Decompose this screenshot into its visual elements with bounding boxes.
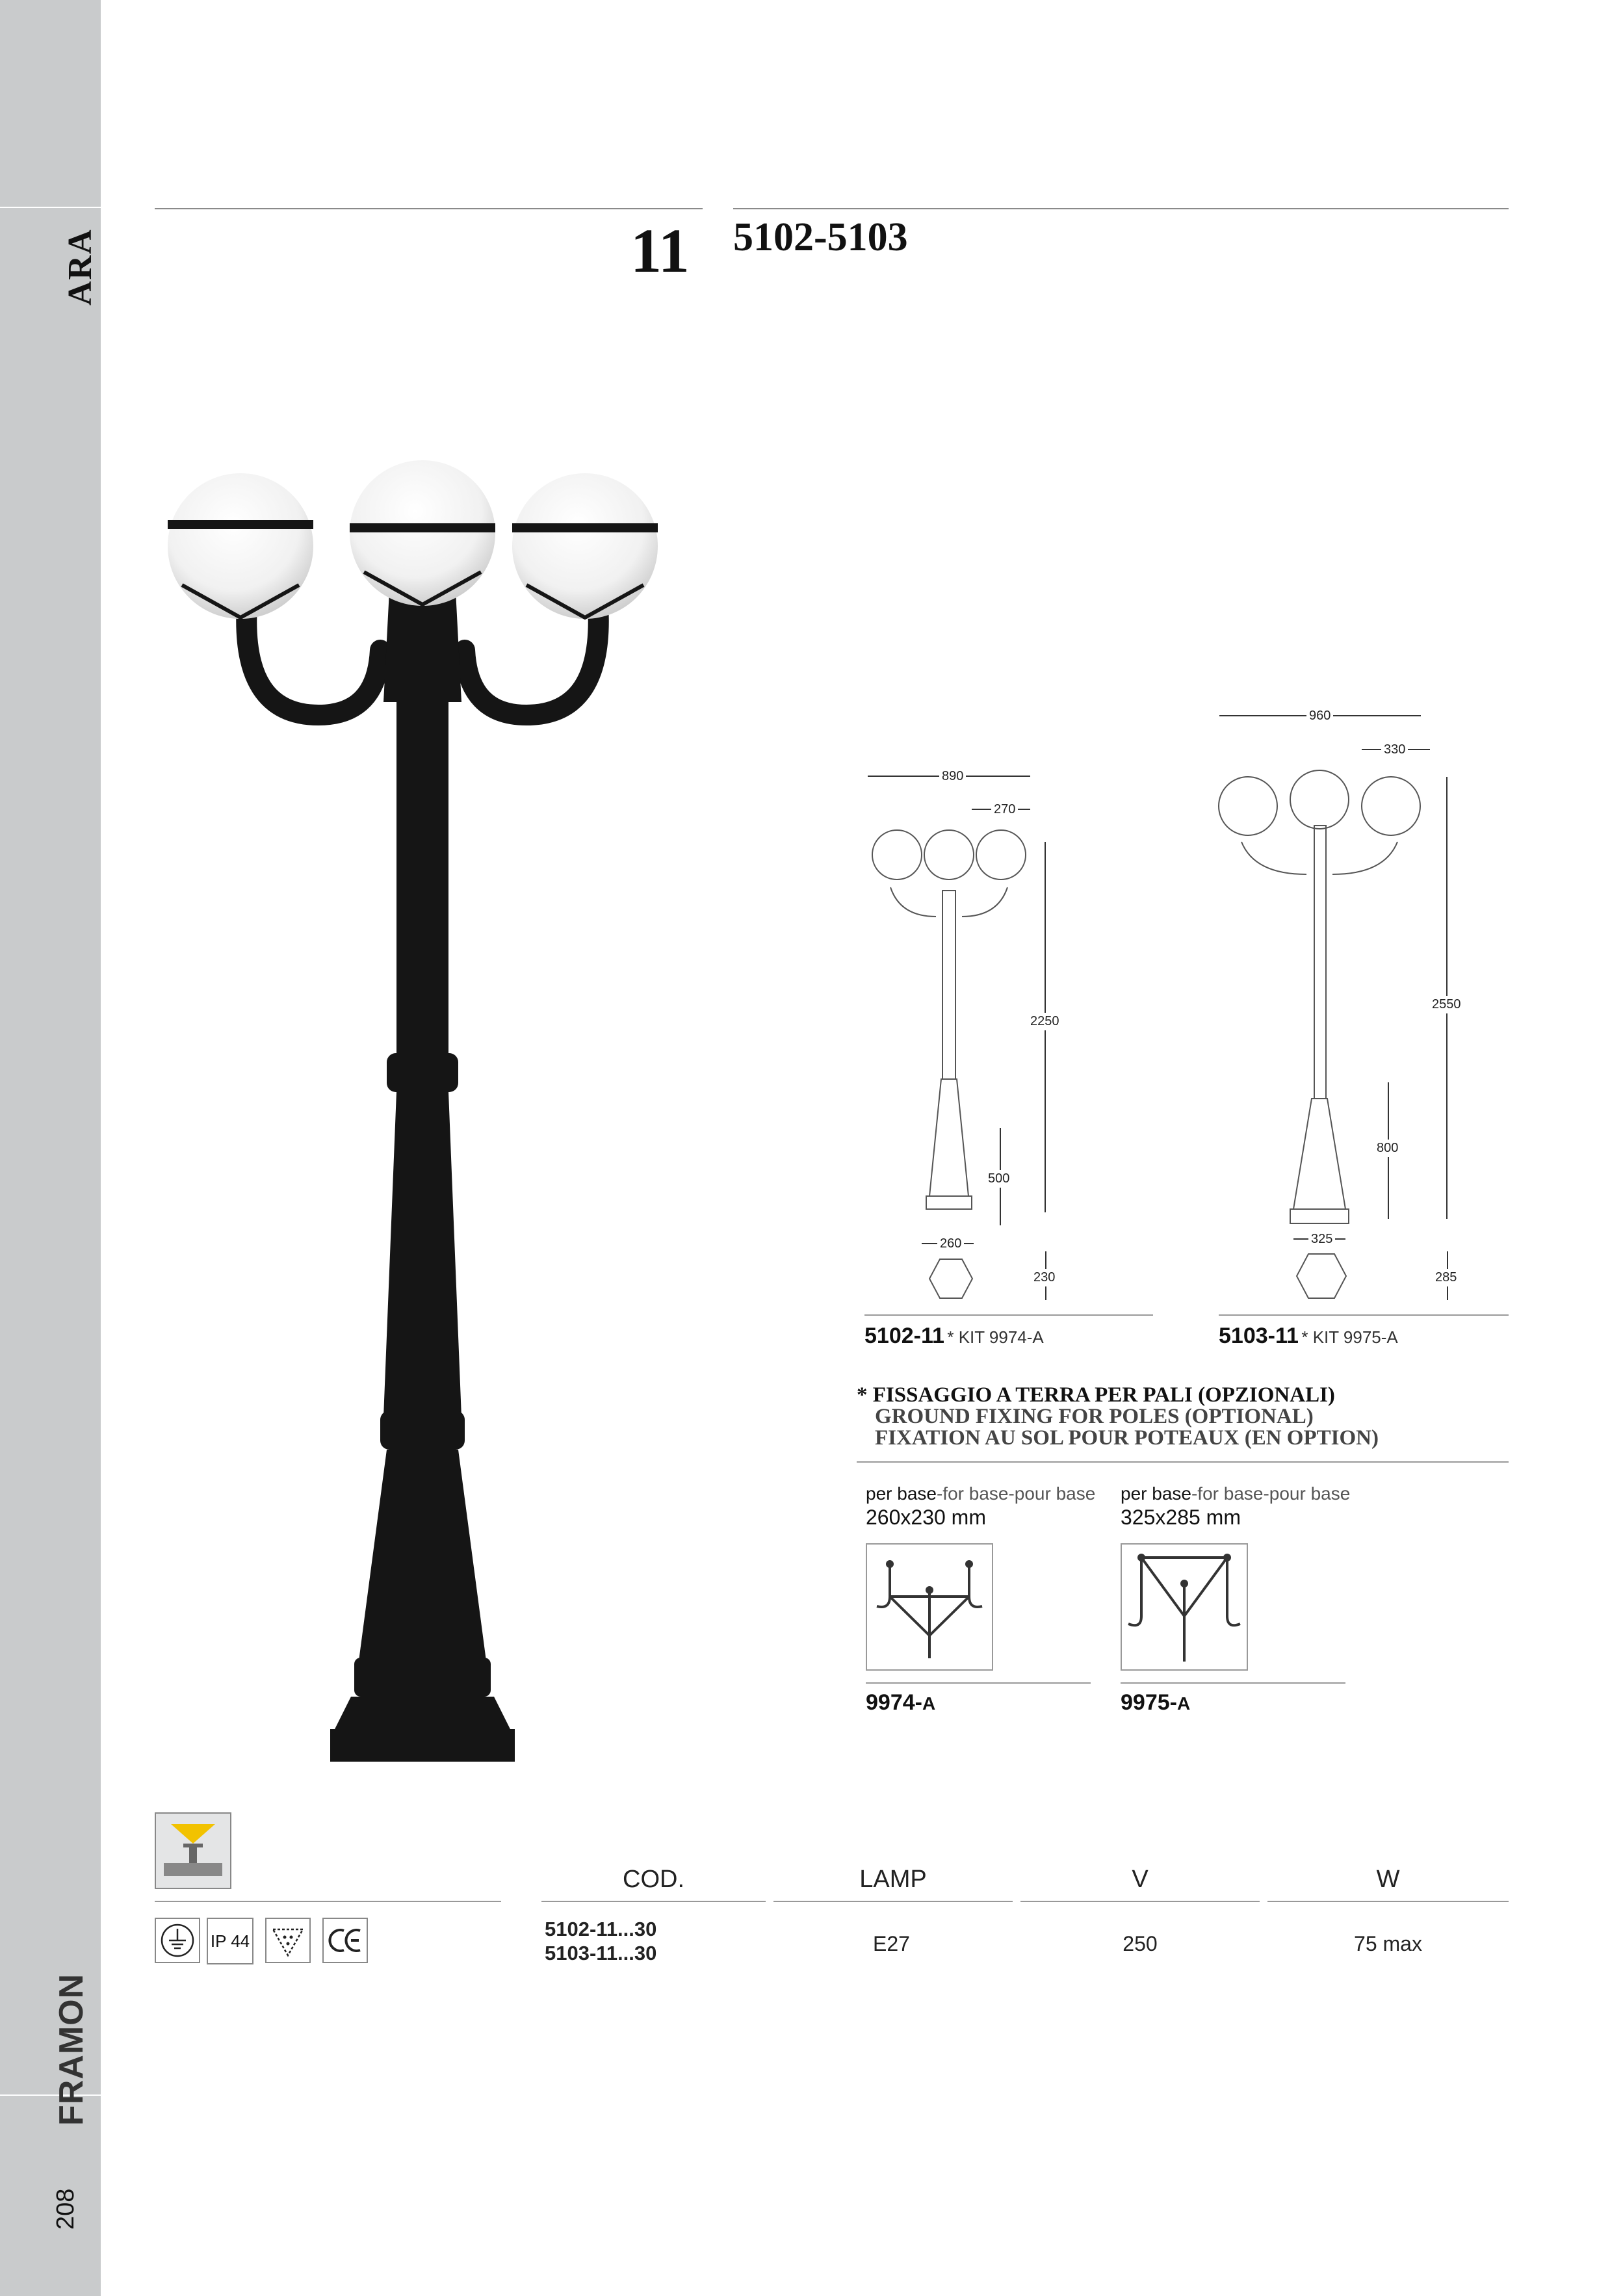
- ip-rating-badge: IP 44: [207, 1918, 253, 1964]
- table-volt-value: 250: [1123, 1932, 1158, 1955]
- fixing-title-fr: FIXATION AU SOL POUR POTEAUX (EN OPTION): [875, 1426, 1379, 1450]
- sidebar-divider-top: [0, 207, 101, 208]
- table-code-5103: 5103-11...30: [545, 1942, 657, 1964]
- dim-2550: 2550: [1432, 996, 1461, 1013]
- table-code-5102: 5102-11...30: [545, 1918, 657, 1940]
- base-hexagon-5102: [928, 1258, 974, 1299]
- dim-2250: 2250: [1030, 1013, 1059, 1030]
- kit-image-9975: [1121, 1543, 1248, 1671]
- dim-500: 500: [988, 1170, 1009, 1188]
- kit-label-9975: [1121, 1483, 1350, 1504]
- table-header-w: W: [1376, 1866, 1400, 1893]
- kit-label-sub-9974: -for base-pour base: [936, 1483, 1096, 1504]
- kit-code-suffix-9974: A: [922, 1693, 936, 1714]
- base-hexagon-5103: [1295, 1253, 1347, 1299]
- table-rule-v: [1020, 1901, 1260, 1902]
- kit-code-suffix-9975: A: [1176, 1693, 1191, 1714]
- table-header-v: V: [1132, 1866, 1149, 1893]
- icons-rule: [155, 1901, 501, 1902]
- fixing-rule: [857, 1461, 1509, 1463]
- header-rule-right: [733, 208, 1509, 209]
- lamp-post-photo: [156, 442, 689, 1775]
- kit-code-main-9975: 9975-: [1121, 1690, 1177, 1715]
- dim-285: 285: [1435, 1269, 1457, 1286]
- dim-260: 260: [937, 1236, 964, 1251]
- dim-270: 270: [991, 802, 1018, 817]
- kit-label-sub-9975: -for base-pour base: [1191, 1483, 1351, 1504]
- dim-230: 230: [1033, 1269, 1055, 1286]
- dim-890: 890: [939, 769, 966, 784]
- ce-mark-icon: [322, 1918, 368, 1963]
- brand-logo: FRAMON: [53, 1973, 90, 2126]
- caption-5102: [864, 1324, 1044, 1349]
- dim-325: 325: [1308, 1232, 1335, 1247]
- table-watt-value: 75 max: [1354, 1932, 1422, 1955]
- table-header-cod: COD.: [623, 1866, 684, 1893]
- kit-code-9975: [1121, 1690, 1190, 1715]
- technical-drawing-5103: [1215, 761, 1423, 1229]
- kit-size-9975: 325x285 mm: [1121, 1506, 1241, 1529]
- caption-rule-5102: [864, 1314, 1153, 1316]
- table-lamp-value: E27: [873, 1932, 910, 1955]
- product-code-5103: 5103-11: [1219, 1324, 1299, 1348]
- fixing-title-it: * FISSAGGIO A TERRA PER PALI (OPZIONALI): [857, 1383, 1335, 1407]
- table-rule-w: [1267, 1901, 1509, 1902]
- dim-960: 960: [1306, 709, 1333, 724]
- section-number: 11: [630, 216, 690, 285]
- earth-class-icon: [155, 1918, 200, 1963]
- page-title: 5102-5103: [733, 215, 908, 259]
- kit-image-9974: [866, 1543, 993, 1671]
- kit-ref-5103: * KIT 9975-A: [1301, 1327, 1398, 1347]
- page-number: 208: [52, 2188, 79, 2230]
- kit-label-main-9975: per base: [1121, 1483, 1191, 1504]
- kit-rule-9974: [866, 1682, 1091, 1684]
- dim-330: 330: [1381, 742, 1408, 757]
- sidebar-family-name: ARA: [62, 228, 99, 306]
- flame-retardant-icon: [265, 1918, 311, 1963]
- sidebar: [0, 0, 101, 2296]
- ground-lamp-icon: [155, 1812, 231, 1889]
- kit-label-main-9974: per base: [866, 1483, 937, 1504]
- product-code-5102: 5102-11: [864, 1324, 944, 1348]
- caption-rule-5103: [1219, 1314, 1509, 1316]
- caption-5103: [1219, 1324, 1398, 1349]
- table-header-lamp: LAMP: [859, 1866, 927, 1893]
- dim-800: 800: [1377, 1140, 1398, 1157]
- kit-size-9974: 260x230 mm: [866, 1506, 986, 1529]
- kit-code-main-9974: 9974-: [866, 1690, 922, 1715]
- fixing-title-en: GROUND FIXING FOR POLES (OPTIONAL): [875, 1405, 1314, 1428]
- table-rule-cod: [541, 1901, 766, 1902]
- kit-label-9974: [866, 1483, 1095, 1504]
- kit-ref-5102: * KIT 9974-A: [947, 1327, 1044, 1347]
- table-rule-lamp: [773, 1901, 1013, 1902]
- header-rule-left: [155, 208, 703, 209]
- kit-code-9974: [866, 1690, 935, 1715]
- kit-rule-9975: [1121, 1682, 1345, 1684]
